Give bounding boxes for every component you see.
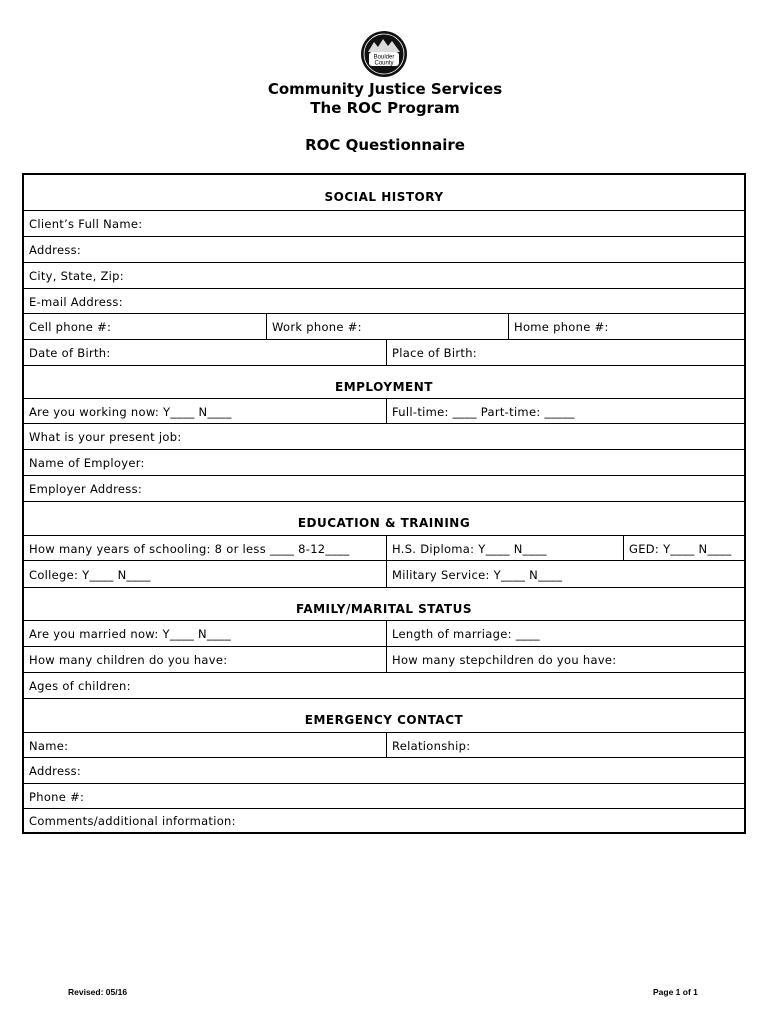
form-row	[24, 646, 744, 673]
form-row	[24, 783, 744, 809]
emergency-phone-field[interactable]: Phone #:	[29, 789, 85, 804]
form-title: ROC Questionnaire	[305, 136, 465, 154]
work-phone-field[interactable]: Work phone #:	[266, 314, 508, 340]
section-family	[24, 587, 744, 621]
form-row	[24, 620, 744, 647]
logo-seal	[360, 30, 408, 78]
stepchildren-count-field[interactable]: How many stepchildren do you have:	[386, 647, 744, 673]
emergency-name-field[interactable]: Name:	[29, 738, 69, 753]
logo-line2: County	[374, 60, 394, 67]
address-field[interactable]: Address:	[29, 243, 82, 257]
boulder-county-logo	[360, 30, 408, 78]
form-row	[24, 475, 744, 502]
section-social-history	[24, 175, 744, 210]
college-field[interactable]: College: Y____ N____	[29, 567, 151, 582]
program-title: The ROC Program	[310, 99, 460, 117]
section-heading: SOCIAL HISTORY	[324, 189, 444, 204]
form-row	[24, 262, 744, 289]
comments-field[interactable]: Comments/additional information:	[29, 814, 236, 828]
emergency-address-field[interactable]: Address:	[29, 764, 82, 778]
email-field[interactable]: E-mail Address:	[29, 294, 123, 309]
form-row	[24, 449, 744, 476]
full-name-field[interactable]: Client’s Full Name:	[29, 217, 143, 231]
children-count-field[interactable]: How many children do you have:	[29, 653, 228, 667]
form-row	[24, 288, 744, 314]
hs-diploma-field[interactable]: H.S. Diploma: Y____ N____	[386, 536, 623, 561]
length-of-marriage-field[interactable]: Length of marriage: ____	[386, 621, 744, 647]
section-heading: EMERGENCY CONTACT	[304, 713, 464, 727]
place-of-birth-field[interactable]: Place of Birth:	[386, 340, 744, 366]
relationship-field[interactable]: Relationship:	[386, 733, 744, 758]
dob-field[interactable]: Date of Birth:	[29, 346, 111, 360]
org-title: Community Justice Services	[267, 80, 503, 98]
full-part-time-field[interactable]: Full-time: ____ Part-time: _____	[386, 399, 744, 424]
revised-date: Revised: 05/16	[68, 987, 128, 997]
married-now-field[interactable]: Are you married now: Y____ N____	[29, 627, 232, 641]
form-row	[24, 398, 744, 424]
home-phone-field[interactable]: Home phone #:	[508, 314, 744, 340]
form-row	[24, 423, 744, 450]
working-now-field[interactable]: Are you working now: Y____ N____	[29, 404, 232, 419]
form-row	[24, 236, 744, 263]
logo-line1: Boulder	[373, 54, 395, 61]
military-service-field[interactable]: Military Service: Y____ N____	[386, 561, 744, 588]
form-row	[24, 535, 744, 561]
form-row	[24, 757, 744, 784]
section-heading: EDUCATION & TRAINING	[297, 516, 471, 530]
page-number: Page 1 of 1	[653, 987, 698, 997]
form-row	[24, 339, 744, 366]
section-heading: FAMILY/MARITAL STATUS	[296, 601, 472, 616]
section-heading: EMPLOYMENT	[335, 379, 433, 394]
years-schooling-field[interactable]: How many years of schooling: 8 or less ____ 8-12____	[29, 541, 350, 556]
form-row	[24, 732, 744, 758]
ages-of-children-field[interactable]: Ages of children:	[29, 679, 131, 693]
form-row	[24, 560, 744, 588]
present-job-field[interactable]: What is your present job:	[29, 430, 182, 444]
city-state-zip-field[interactable]: City, State, Zip:	[29, 269, 124, 283]
section-emergency	[24, 698, 744, 733]
form-row	[24, 313, 744, 340]
questionnaire-form	[22, 173, 746, 834]
form-row	[24, 672, 744, 699]
ged-field[interactable]: GED: Y____ N____	[623, 536, 744, 561]
employer-name-field[interactable]: Name of Employer:	[29, 456, 145, 470]
employer-address-field[interactable]: Employer Address:	[29, 482, 143, 496]
section-employment	[24, 365, 744, 399]
cell-phone-field[interactable]: Cell phone #:	[29, 320, 112, 334]
form-row	[24, 808, 744, 833]
form-row	[24, 210, 744, 237]
section-education	[24, 501, 744, 536]
